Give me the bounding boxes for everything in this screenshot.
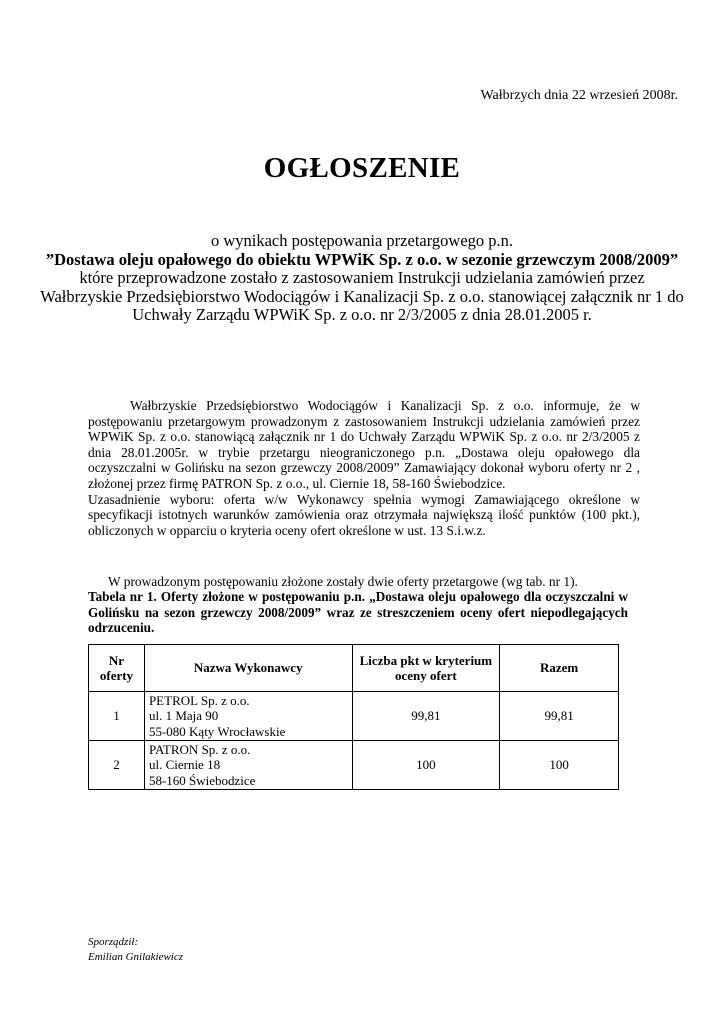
contractor-cell: [144, 741, 352, 790]
header-points: Liczba pkt w kryterium oceny ofert: [352, 645, 500, 692]
body-paragraph-1: Wałbrzyskie Przedsiębiorstwo Wodociągów i Kanalizacji Sp. z o.o. informuje, że w postępowaniu przetargowym prowadzonym z zastosowaniem Instrukcji udzielania zamówień przez WPWiK Sp. z o.o. stanowiącą załącznik nr 1 do Uchwały Zarządu WPWiK Sp. z o.o. nr 2/3/2005 z dnia 28.01.2005r. w trybie przetargu nieograniczonego p.n. „Dostawa oleju opałowego dla oczyszczalni w Golińsku na sezon grzewczy 2008/2009” Zamawiający dokonał wyboru oferty nr 2 , złożonej przez firmę PATRON Sp. z o.o., ul. Ciernie 18, 58-160 Świebodzice.: [88, 398, 640, 491]
header-total: Razem: [500, 645, 619, 692]
offer-points: 99,81: [352, 692, 500, 741]
offers-sentence: W prowadzonym postępowaniu złożone zostały dwie oferty przetargowe (wg tab. nr 1).: [108, 574, 578, 589]
intro-line: o wynikach postępowania przetargowego p.n.: [210, 231, 514, 250]
offers-table: [88, 644, 619, 790]
contractor-street: ul. 1 Maja 90: [148, 708, 219, 724]
body-paragraph-2: Uzasadnienie wyboru: oferta w/w Wykonawcy spełnia wymogi Zamawiającego określone w specyfikacji istotnych warunków zamówienia oraz otrzymała największą ilość punktów (100 pkt.), obliczonych w opparciu o kryteria oceny ofert określone w ust. 13 S.i.w.z.: [88, 491, 640, 538]
table-header-row: [89, 645, 619, 692]
announcement-intro: [40, 232, 684, 325]
tender-subject: ”Dostawa oleju opałowego do obiektu WPWiK Sp. z o.o. w sezonie grzewczym 2008/2009”: [45, 249, 679, 269]
offer-total: 99,81: [500, 692, 619, 741]
contractor-city: 55-080 Kąty Wrocławskie: [148, 723, 286, 739]
offer-points: 100: [352, 741, 500, 790]
table-row: [89, 741, 619, 790]
offer-number: 2: [89, 741, 145, 790]
header-contractor-name: Nazwa Wykonawcy: [144, 645, 352, 692]
body-text: [88, 398, 640, 538]
prepared-by-label: Sporządził:: [88, 936, 139, 948]
contractor-cell: [144, 692, 352, 741]
table-row: [89, 692, 619, 741]
document-title: OGŁOSZENIE: [263, 152, 461, 184]
document-date: Wałbrzych dnia 22 wrzesień 2008r.: [480, 88, 678, 103]
contractor-city: 58-160 Świebodzice: [148, 772, 256, 788]
contractor-name: PATRON Sp. z o.o.: [148, 741, 251, 757]
offer-total: 100: [500, 741, 619, 790]
intro-rest: które przeprowadzone zostało z zastosowaniem Instrukcji udzielania zamówień przez Wałbrzyskie Przedsiębiorstwo Wodociągów i Kanalizacji Sp. z o.o. stanowiącej załącznik nr 1 do Uchwały Zarządu WPWiK Sp. z o.o. nr 2/3/2005 z dnia 28.01.2005 r.: [40, 268, 684, 324]
contractor-street: ul. Ciernie 18: [148, 757, 221, 773]
contractor-name: PETROL Sp. z o.o.: [148, 692, 250, 708]
table-caption: Tabela nr 1. Oferty złożone w postępowaniu p.n. „Dostawa oleju opałowego dla oczyszczalni w Golińsku na sezon grzewczy 2008/2009” wraz ze streszczeniem oceny ofert niepodlegających odrzuceniu.: [88, 589, 628, 636]
header-offer-number: Nr oferty: [89, 645, 145, 692]
prepared-by-author: Emilian Gnilakiewicz: [88, 951, 184, 963]
prepared-by: [88, 935, 183, 965]
offer-number: 1: [89, 692, 145, 741]
